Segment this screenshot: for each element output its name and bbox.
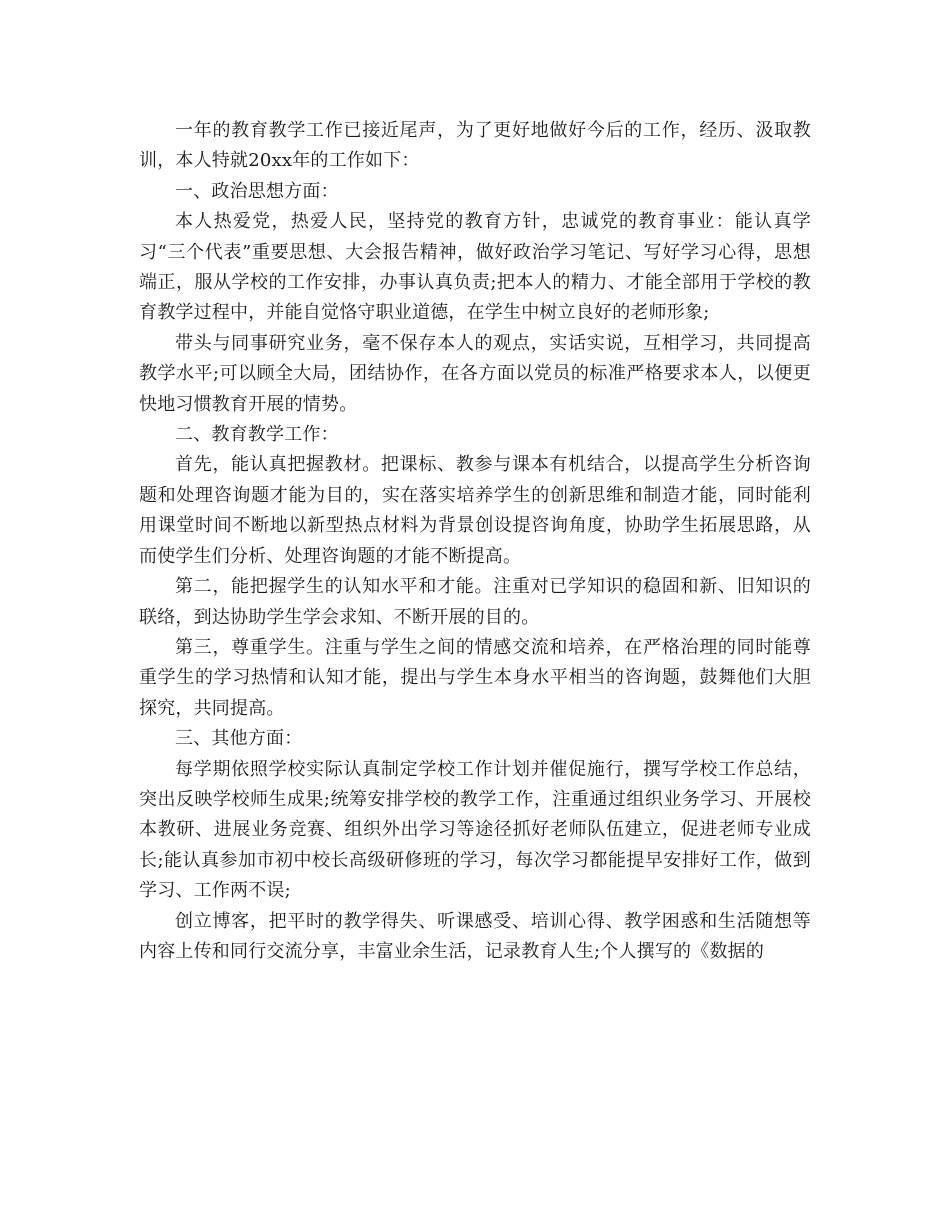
paragraph-political-2: 带头与同事研究业务，毫不保存本人的观点，实话实说，互相学习，共同提高教学水平;可以顾全大局，团结协作，在各方面以党员的标准严格要求本人，以便更快地习惯教育开展的情势。 <box>139 332 811 415</box>
paragraph-other-1: 每学期依照学校实际认真制定学校工作计划并催促施行，撰写学校工作总结，突出反映学校师生成果;统筹安排学校的教学工作，注重通过组织业务学习、开展校本教研、进展业务竞赛、组织外出学习等途径抓好老师队伍建立，促进老师专业成长;能认真参加市初中校长高级研修班的学习，每次学习都能提早安排好工作，做到学习、工作两不误; <box>139 758 811 902</box>
paragraph-intro: 一年的教育教学工作已接近尾声，为了更好地做好今后的工作，经历、汲取教训，本人特就20xx年的工作如下： <box>139 120 811 172</box>
document-body <box>139 116 811 967</box>
heading-teaching-work: 二、教育教学工作： <box>175 424 339 446</box>
paragraph-teaching-third: 第三，尊重学生。注重与学生之间的情感交流和培养，在严格治理的同时能尊重学生的学习热情和认知才能，提出与学生本身水平相当的咨询题，鼓舞他们大胆探究，共同提高。 <box>139 636 811 719</box>
paragraph-other-2: 创立博客，把平时的教学得失、听课感受、培训心得、教学困惑和生活随想等内容上传和同行交流分享，丰富业余生活，记录教育人生;个人撰写的《数据的 <box>139 910 811 962</box>
heading-other-aspects: 三、其他方面： <box>175 728 303 750</box>
heading-political-thought: 一、政治思想方面： <box>175 180 339 202</box>
paragraph-political-1: 本人热爱党，热爱人民，坚持党的教育方针，忠诚党的教育事业：能认真学习“三个代表”重要思想、大会报告精神，做好政治学习笔记、写好学习心得，思想端正，服从学校的工作安排，办事认真负责;把本人的精力、才能全部用于学校的教育教学过程中，并能自觉恪守职业道德，在学生中树立良好的老师形象; <box>139 211 811 324</box>
paragraph-teaching-second: 第二，能把握学生的认知水平和才能。注重对已学知识的稳固和新、旧知识的联络，到达协助学生学会求知、不断开展的目的。 <box>139 576 811 628</box>
paragraph-teaching-first: 首先，能认真把握教材。把课标、教参与课本有机结合，以提高学生分析咨询题和处理咨询题才能为目的，实在落实培养学生的创新思维和制造才能，同时能利用课堂时间不断地以新型热点材料为背景创设提咨询角度，协助学生拓展思路，从而使学生们分析、处理咨询题的才能不断提高。 <box>139 454 811 567</box>
